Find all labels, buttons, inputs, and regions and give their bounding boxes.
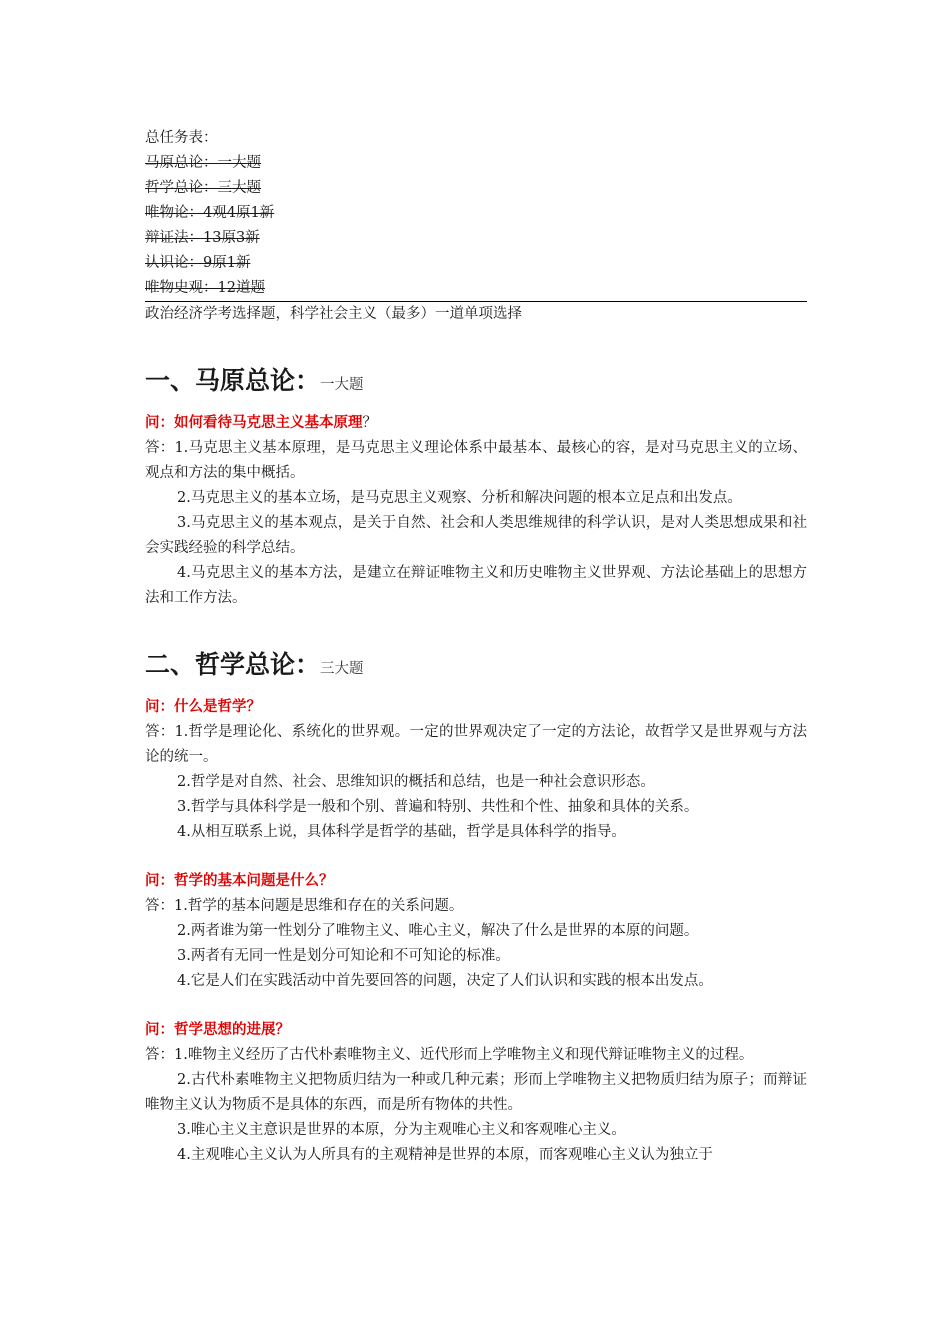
answer-paragraph: 答：1.唯物主义经历了古代朴素唯物主义、近代形而上学唯物主义和现代辩证唯物主义的过程。 [145, 1047, 754, 1063]
question [145, 411, 807, 436]
section-heading-sub: 三大题 [320, 661, 364, 677]
task-item: 唯物史观：12道题 [145, 280, 265, 296]
answer-paragraph: 答：1.马克思主义基本原理，是马克思主义理论体系中最基本、最核心的容，是对马克思主义的立场、观点和方法的集中概括。 [145, 440, 807, 481]
answer-paragraph: 4.马克思主义的基本方法，是建立在辩证唯物主义和历史唯物主义世界观、方法论基础上的思想方法和工作方法。 [145, 565, 807, 606]
section-heading-text: 一、马原总论： [145, 366, 321, 395]
task-item: 认识论：9原1新 [145, 255, 251, 271]
question: 问：什么是哲学？ [145, 699, 261, 715]
answer-paragraph: 4.它是人们在实践活动中首先要回答的问题，决定了人们认识和实践的根本出发点。 [177, 973, 713, 989]
answer-paragraph: 答：1.哲学的基本问题是思维和存在的关系问题。 [145, 898, 464, 914]
section-heading [145, 361, 807, 405]
task-item: 辩证法：13原3新 [145, 230, 260, 246]
answer-paragraph: 答：1.哲学是理论化、系统化的世界观。一定的世界观决定了一定的方法论，故哲学又是世界观与方法论的统一。 [145, 724, 807, 765]
answer-paragraph: 3.马克思主义的基本观点，是关于自然、社会和人类思维规律的科学认识，是对人类思想成果和社会实践经验的科学总结。 [145, 515, 807, 556]
section-heading-sub: 一大题 [320, 377, 364, 393]
spacer [145, 845, 807, 863]
question-text: 问：如何看待马克思主义基本原理 [145, 415, 363, 431]
answer-paragraph: 2.两者谁为第一性划分了唯物主义、唯心主义，解决了什么是世界的本原的问题。 [177, 923, 699, 939]
question: 问：哲学思想的进展？ [145, 1022, 290, 1038]
task-item: 唯物论：4观4原1新 [145, 205, 275, 221]
task-list-title: 总任务表： [145, 130, 218, 146]
task-item: 哲学总论：三大题 [145, 180, 261, 196]
answer-paragraph: 3.两者有无同一性是划分可知论和不可知论的标准。 [177, 948, 510, 964]
answer-paragraph: 2.马克思主义的基本立场，是马克思主义观察、分析和解决问题的根本立足点和出发点。 [177, 490, 742, 506]
answer-paragraph: 4.从相互联系上说，具体科学是哲学的基础，哲学是具体科学的指导。 [177, 824, 626, 840]
spacer [145, 994, 807, 1012]
answer-paragraph: 4.主观唯心主义认为人所具有的主观精神是世界的本原，而客观唯心主义认为独立于 [177, 1147, 713, 1163]
answer-paragraph: 2.古代朴素唯物主义把物质归结为一种或几种元素；形而上学唯物主义把物质归结为原子；而辩证唯物主义认为物质不是具体的东西，而是所有物体的共性。 [145, 1072, 807, 1113]
section-heading [145, 645, 807, 689]
question: 问：哲学的基本问题是什么？ [145, 873, 334, 889]
task-item: 马原总论：一大题 [145, 155, 261, 171]
section-heading-text: 二、哲学总论： [145, 650, 321, 679]
answer-paragraph: 3.唯心主义主意识是世界的本原，分为主观唯心主义和客观唯心主义。 [177, 1122, 626, 1138]
document-page [145, 126, 807, 1168]
task-note: 政治经济学考选择题，科学社会主义（最多）一道单项选择 [145, 306, 522, 322]
answer-paragraph: 2.哲学是对自然、社会、思维知识的概括和总结，也是一种社会意识形态。 [177, 774, 655, 790]
question-tail: ？ [362, 415, 377, 431]
answer-paragraph: 3.哲学与具体科学是一般和个别、普遍和特别、共性和个性、抽象和具体的关系。 [177, 799, 699, 815]
